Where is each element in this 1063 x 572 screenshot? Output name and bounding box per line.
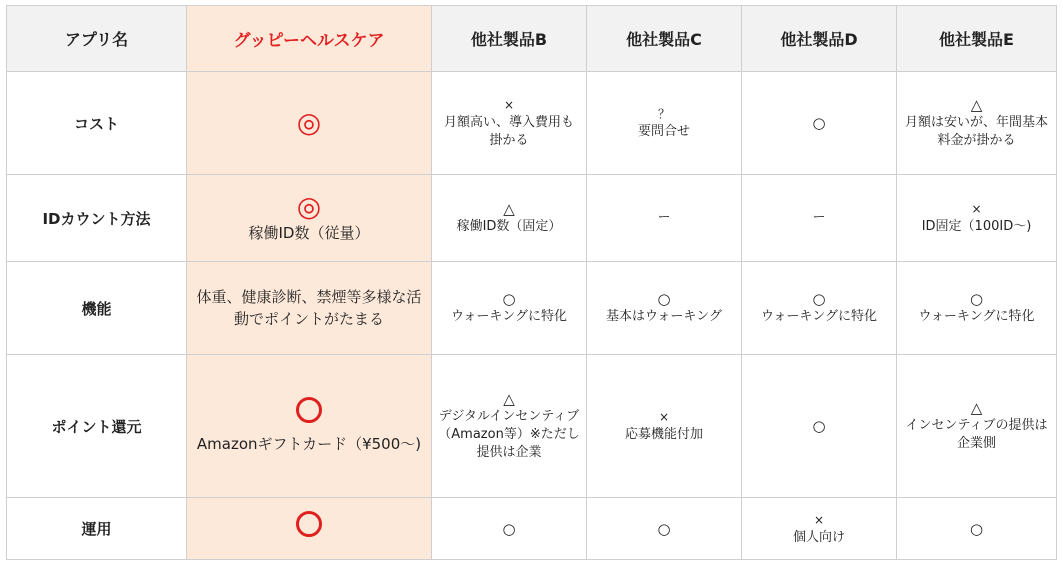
product-c-cell bbox=[587, 262, 742, 355]
cross-icon: × bbox=[503, 98, 515, 112]
guppy-cell bbox=[187, 72, 432, 175]
table-row-features bbox=[7, 262, 1057, 355]
product-c-cell bbox=[587, 498, 742, 560]
circle-icon: ○ bbox=[502, 290, 516, 308]
cell-text: ウォーキングに特化 bbox=[918, 309, 1035, 324]
cell-text: ウォーキングに特化 bbox=[450, 309, 568, 324]
cross-icon: × bbox=[658, 410, 670, 424]
product-e-cell bbox=[897, 498, 1057, 560]
header-row bbox=[7, 6, 1057, 72]
circle-icon: ○ bbox=[812, 417, 826, 435]
triangle-icon: △ bbox=[503, 200, 515, 218]
circle-icon: ○ bbox=[969, 519, 984, 538]
triangle-icon: △ bbox=[503, 390, 515, 408]
product-d-cell bbox=[742, 498, 897, 560]
red-circle-icon bbox=[296, 397, 322, 423]
cell-text: インセンティブの提供は企業側 bbox=[905, 418, 1048, 451]
circle-icon: ○ bbox=[657, 519, 671, 538]
row-label: 運用 bbox=[7, 498, 187, 560]
product-e-cell bbox=[897, 72, 1057, 175]
product-b-cell bbox=[432, 355, 587, 498]
guppy-cell bbox=[187, 498, 432, 560]
row-label: IDカウント方法 bbox=[7, 175, 187, 262]
question-icon: ？ bbox=[657, 107, 670, 121]
cell-text: 稼働ID数（従量） bbox=[248, 224, 370, 242]
product-b-cell bbox=[432, 262, 587, 355]
cell-text: 月額高い、導入費用も掛かる bbox=[443, 115, 574, 148]
circle-icon: ○ bbox=[657, 290, 671, 308]
triangle-icon: △ bbox=[970, 399, 983, 417]
header-product-b: 他社製品B bbox=[432, 6, 587, 72]
cell-text: 月額は安いが、年間基本料金が掛かる bbox=[904, 115, 1048, 148]
comparison-table bbox=[6, 5, 1057, 560]
cell-text: 応募機能付加 bbox=[624, 427, 703, 442]
product-b-cell bbox=[432, 175, 587, 262]
guppy-cell bbox=[187, 262, 432, 355]
header-guppy: グッピーヘルスケア bbox=[187, 6, 432, 72]
dash-text: ー bbox=[812, 210, 826, 225]
product-c-cell bbox=[587, 72, 742, 175]
circle-icon: ○ bbox=[969, 290, 984, 308]
product-c-cell bbox=[587, 175, 742, 262]
product-d-cell bbox=[742, 355, 897, 498]
cell-text: 稼働ID数（固定） bbox=[456, 219, 562, 234]
cell-text: 体重、健康診断、禁煙等多様な活動でポイントがたまる bbox=[196, 288, 422, 328]
product-d-cell bbox=[742, 262, 897, 355]
product-e-cell bbox=[897, 355, 1057, 498]
row-label: 機能 bbox=[7, 262, 187, 355]
double-circle-icon: ◎ bbox=[296, 106, 322, 139]
cross-icon: × bbox=[813, 512, 825, 527]
product-b-cell bbox=[432, 72, 587, 175]
guppy-cell bbox=[187, 355, 432, 498]
product-e-cell bbox=[897, 175, 1057, 262]
circle-icon: ○ bbox=[502, 519, 516, 538]
cell-text: Amazonギフトカード（¥500〜) bbox=[196, 435, 422, 453]
header-product-e: 他社製品E bbox=[897, 6, 1057, 72]
product-d-cell bbox=[742, 175, 897, 262]
circle-icon: ○ bbox=[812, 290, 826, 308]
product-e-cell bbox=[897, 262, 1057, 355]
cell-text: ウォーキングに特化 bbox=[760, 309, 878, 324]
header-product-d: 他社製品D bbox=[742, 6, 897, 72]
cell-text: デジタルインセンティブ（Amazon等）※ただし提供は企業 bbox=[438, 409, 580, 460]
cell-text: 基本はウォーキング bbox=[605, 309, 723, 324]
header-app-name: アプリ名 bbox=[7, 6, 187, 72]
cross-icon: × bbox=[971, 202, 982, 216]
product-d-cell bbox=[742, 72, 897, 175]
cell-text: 個人向け bbox=[792, 529, 845, 545]
table-row-id-count bbox=[7, 175, 1057, 262]
cell-text: 要問合せ bbox=[637, 124, 690, 139]
dash-text: ー bbox=[657, 210, 671, 225]
table-row-point-reward bbox=[7, 355, 1057, 498]
header-product-c: 他社製品C bbox=[587, 6, 742, 72]
red-circle-icon bbox=[296, 511, 322, 537]
product-b-cell bbox=[432, 498, 587, 560]
product-c-cell bbox=[587, 355, 742, 498]
circle-icon: ○ bbox=[812, 114, 826, 132]
table-row-operation bbox=[7, 498, 1057, 560]
triangle-icon: △ bbox=[970, 96, 983, 114]
table-row-cost bbox=[7, 72, 1057, 175]
double-circle-icon: ◎ bbox=[296, 190, 322, 223]
row-label: コスト bbox=[7, 72, 187, 175]
row-label: ポイント還元 bbox=[7, 355, 187, 498]
guppy-cell bbox=[187, 175, 432, 262]
cell-text: ID固定（100ID〜) bbox=[921, 219, 1032, 234]
